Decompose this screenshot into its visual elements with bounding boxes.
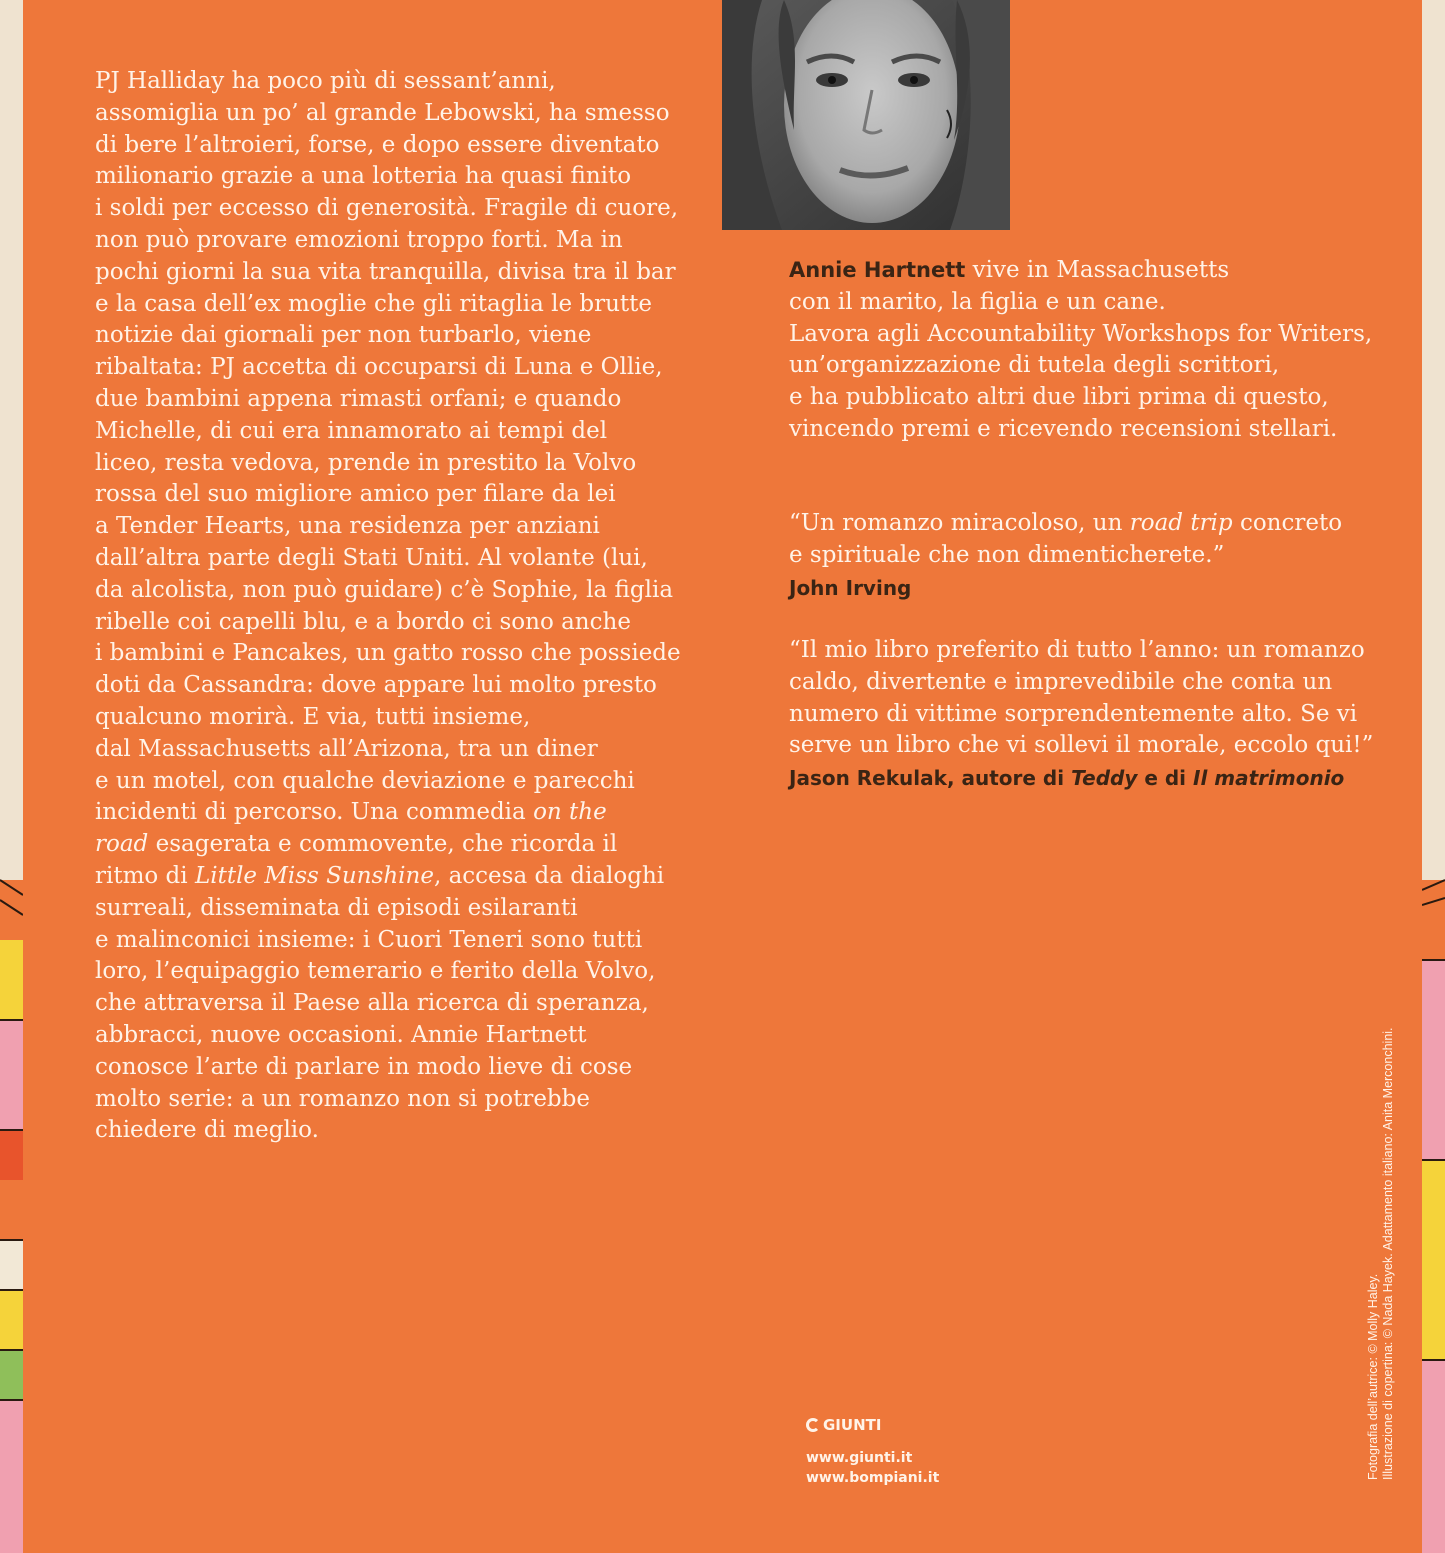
blurb-line: pochi giorni la sua vita tranquilla, divisa tra il bar: [95, 258, 676, 285]
blurb-text: ritmo di: [95, 862, 195, 889]
publisher-block: [806, 1416, 939, 1488]
attrib-text: e di: [1137, 766, 1193, 791]
blurb-line: i bambini e Pancakes, un gatto rosso che possiede: [95, 640, 681, 667]
blurb-line: dal Massachusetts all’Arizona, tra un diner: [95, 735, 598, 762]
review-quote-irving: [789, 508, 1409, 604]
blurb-line: qualcuno morirà. E via, tutti insieme,: [95, 703, 531, 730]
credit-line: Fotografia dell’autrice: © Molly Haley.: [1366, 1273, 1380, 1480]
bio-line: con il marito, la figlia e un cane.: [789, 288, 1166, 315]
blurb-line: doti da Cassandra: dove appare lui molto presto: [95, 672, 657, 699]
blurb-line: [95, 861, 695, 893]
blurb-line: e malinconici insieme: i Cuori Teneri sono tutti: [95, 926, 643, 953]
url-link[interactable]: www.giunti.it: [806, 1450, 913, 1466]
blurb-line: chiedere di meglio.: [95, 1117, 319, 1144]
blurb-line: PJ Halliday ha poco più di sessant’anni,: [95, 68, 556, 94]
logo-text: GIUNTI: [823, 1416, 882, 1434]
blurb-line: ribelle coi capelli blu, e a bordo ci sono anche: [95, 608, 631, 635]
attrib-text: Jason Rekulak, autore di: [789, 766, 1072, 791]
blurb-italic: on the: [533, 799, 607, 826]
quote-line: [789, 508, 1409, 540]
blurb-italic: road: [95, 831, 149, 858]
bio-line: vincendo premi e ricevendo recensioni stellari.: [789, 415, 1338, 442]
quote-attribution: John Irving: [789, 575, 912, 600]
book-blurb: [95, 66, 695, 1147]
cover-illustration-edge-right: [1422, 0, 1445, 1553]
quote-text: concreto: [1232, 510, 1343, 536]
author-photo: [722, 0, 1010, 230]
blurb-line: surreali, disseminata di episodi esilaranti: [95, 894, 578, 921]
blurb-line: rossa del suo migliore amico per filare da lei: [95, 481, 616, 508]
blurb-line: Michelle, di cui era innamorato ai tempi del: [95, 417, 608, 444]
blurb-line: e un motel, con qualche deviazione e parecchi: [95, 767, 635, 794]
blurb-line: i soldi per eccesso di generosità. Fragile di cuore,: [95, 195, 679, 222]
publisher-logo: [806, 1416, 939, 1434]
blurb-line: da alcolista, non può guidare) c’è Sophie, la figlia: [95, 576, 674, 603]
right-illustration-strip: [1422, 0, 1445, 1553]
review-quote-rekulak: [789, 635, 1409, 794]
blurb-line: [95, 797, 695, 829]
cover-illustration-edge-left: [0, 0, 23, 1553]
blurb-line: [95, 829, 695, 861]
quote-line: e spirituale che non dimenticherete.”: [789, 541, 1225, 568]
blurb-line: notizie dai giornali per non turbarlo, viene: [95, 322, 592, 349]
bio-text: vive in Massachusetts: [965, 257, 1230, 283]
quote-line: serve un libro che vi sollevi il morale, eccolo qui!”: [789, 732, 1374, 759]
blurb-line: abbracci, nuove occasioni. Annie Hartnett: [95, 1021, 587, 1048]
bio-line: Lavora agli Accountability Workshops for Writers,: [789, 320, 1373, 347]
book-title: Teddy: [1071, 766, 1138, 791]
blurb-line: dall’altra parte degli Stati Uniti. Al volante (lui,: [95, 544, 648, 571]
blurb-line: di bere l’altroieri, forse, e dopo essere diventato: [95, 131, 660, 158]
quote-italic: road trip: [1129, 510, 1233, 536]
credit-line: Illustrazione di copertina: © Nada Hayek. Adattamento italiano: Anita Merconchini.: [1381, 1027, 1395, 1480]
url-link[interactable]: www.bompiani.it: [806, 1470, 940, 1486]
quote-text: “Un romanzo miracoloso, un: [789, 510, 1130, 536]
quote-line: numero di vittime sorprendentemente alto. Se vi: [789, 700, 1358, 727]
publisher-urls: [806, 1448, 939, 1488]
blurb-line: ribaltata: PJ accetta di occuparsi di Luna e Ollie,: [95, 354, 663, 381]
blurb-line: non può provare emozioni troppo forti. Ma in: [95, 226, 623, 253]
quote-line: caldo, divertente e imprevedibile che conta un: [789, 668, 1333, 695]
author-bio: [789, 255, 1409, 446]
bio-line: un’organizzazione di tutela degli scrittori,: [789, 352, 1280, 379]
blurb-line: conosce l’arte di parlare in modo lieve di cose: [95, 1053, 633, 1080]
blurb-text: , accesa da dialoghi: [433, 862, 665, 889]
blurb-line: due bambini appena rimasti orfani; e quando: [95, 385, 622, 412]
blurb-line: a Tender Hearts, una residenza per anziani: [95, 513, 600, 540]
blurb-text: incidenti di percorso. Una commedia: [95, 799, 534, 826]
blurb-line: assomiglia un po’ al grande Lebowski, ha smesso: [95, 99, 670, 126]
blurb-line: liceo, resta vedova, prende in prestito la Volvo: [95, 449, 637, 476]
blurb-line: molto serie: a un romanzo non si potrebbe: [95, 1085, 590, 1112]
blurb-line: che attraversa il Paese alla ricerca di speranza,: [95, 990, 649, 1017]
blurb-line: loro, l’equipaggio temerario e ferito della Volvo,: [95, 958, 656, 985]
blurb-text: esagerata e commovente, che ricorda il: [148, 831, 618, 858]
blurb-line: milionario grazie a una lotteria ha quasi finito: [95, 163, 632, 190]
left-illustration-strip: [0, 0, 23, 1553]
book-title: Il matrimonio: [1193, 766, 1345, 791]
image-credits: [1366, 980, 1396, 1480]
quote-line: “Il mio libro preferito di tutto l’anno: un romanzo: [789, 637, 1365, 663]
bio-line: e ha pubblicato altri due libri prima di questo,: [789, 384, 1329, 411]
blurb-line: e la casa dell’ex moglie che gli ritaglia le brutte: [95, 290, 653, 317]
quote-attribution: [789, 762, 1409, 794]
blurb-italic: Little Miss Sunshine: [194, 862, 434, 889]
bio-line: [789, 255, 1409, 287]
author-name: Annie Hartnett: [789, 258, 966, 282]
giunti-logo-icon: [806, 1418, 820, 1432]
